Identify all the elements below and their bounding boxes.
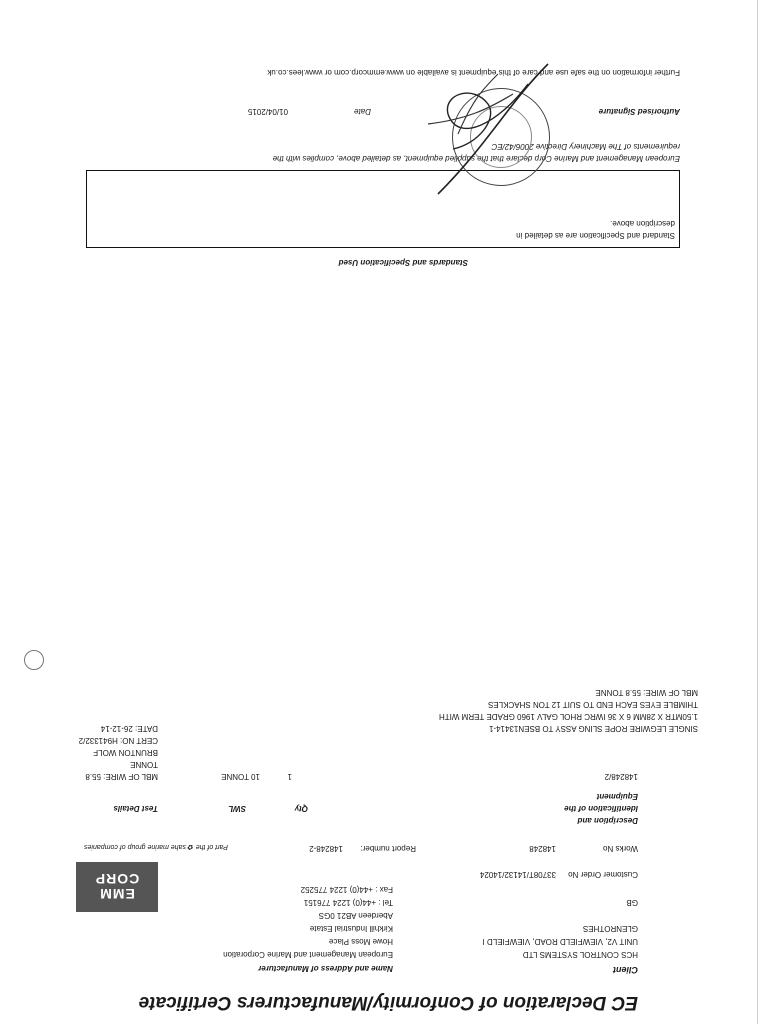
item-test-details: TONNE [130,760,158,769]
customer-order-value: 33708T/14132/14024 [479,870,556,879]
item-ref: 148248/2 [604,772,638,781]
report-number-label: Report number: [360,844,416,853]
item-test-details: MBL OF WIRE: 55.8 [85,772,158,781]
item-qty: 1 [287,772,292,781]
column-swl: SWL [228,804,246,813]
works-no-label: Works No [603,844,638,853]
item-description: 1.50MTR X 28MM 6 X 36 IWRC RHOL GALV 1960 GRADE TERM WITH [438,712,698,721]
scan-edge-line [757,0,758,1024]
emm-corp-logo: EMM CORP [76,862,158,912]
item-description: MBL OF WIRE: 55.8 TONNE [595,688,698,697]
signature-label: Authorised Signature [598,107,680,116]
item-description: SINGLE LEGWIRE ROPE SLING ASSY TO BSEN13414-1 [489,724,698,733]
declaration-text: European Management and Marine Corp declare that the supplied equipment, as detailed above, complies with the [272,154,680,163]
report-number-value: 148248-2 [309,844,343,853]
manufacturer-line: Kirkhill Industrial Estate [309,924,393,933]
item-description: THIMBLE EYES EACH END TO SUIT 12 TON SHACKLES [488,700,698,709]
column-description: Equipment [596,792,638,801]
item-test-details: DATE: 26-12-14 [100,724,158,733]
standards-text: Standard and Specification are as detailed in [516,231,675,240]
standards-text: description above. [610,219,675,228]
client-line: HCS CONTROL SYSTEMS LTD [522,950,638,959]
client-heading: Client [612,965,638,975]
client-line: GB [626,898,638,907]
standards-heading: Standards and Specification Used [338,258,468,267]
client-line: GLENROTHES [582,924,638,933]
group-companies-text: Part of the ✿ sahe marine group of companies [84,843,228,850]
manufacturer-line: Fax : +44(0) 1224 775252 [300,885,393,894]
declaration-text: requirements of The Machinery Directive 2006/42/EC [491,142,680,151]
client-line: UNIT V2, VIEWFIELD ROAD, VIEWFIELD I [482,937,638,946]
item-test-details: BRUNTON WOLF [93,748,158,757]
page-title: EC Declaration of Conformity/Manufacturers Certificate [138,992,638,1013]
customer-order-label: Customer Order No [568,870,638,879]
manufacturer-line: Howe Moss Place [328,937,393,946]
manufacturer-line: Aberdeen AB21 0GS [318,911,393,920]
column-description: Identification of the [564,804,638,813]
date-value: 01/04/2015 [247,107,288,116]
item-swl: 10 TONNE [221,772,260,781]
standards-box [86,170,680,248]
further-info-text: Further information on the safe use and care of this equipment is available on www.emmcorp.com or www.lees.co.uk [267,68,680,77]
punch-hole [24,650,44,670]
column-qty: Qty [294,804,308,813]
manufacturer-line: European Management and Marine Corporation [223,950,393,959]
column-description: Description and [577,816,638,825]
manufacturer-heading: Name and Address of Manufacturer [258,964,393,973]
works-no-value: 148248 [529,844,556,853]
column-test-details: Test Details [113,804,158,813]
item-test-details: CERT NO: H941332/2 [78,736,158,745]
date-label: Date [354,107,371,116]
manufacturer-line: Tel : +44(0) 1224 776151 [303,898,393,907]
